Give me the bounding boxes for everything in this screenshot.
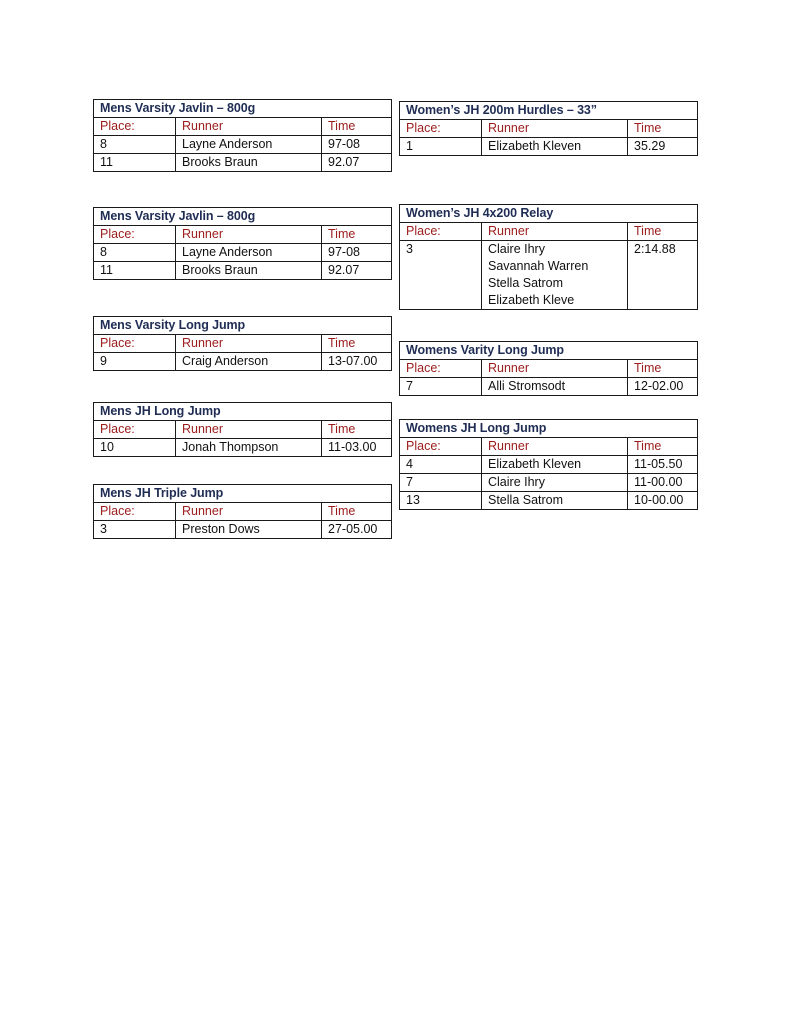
place-cell: 9 [100,354,107,368]
table-row [400,241,697,309]
time-header: Time [321,118,391,135]
header-row [94,118,391,136]
header-row [400,438,697,456]
time-cell: 12-02.00 [627,378,697,395]
results-table-womens-jh-200m-hurdles [399,101,698,156]
table-row [94,439,391,456]
relay-runner: Savannah Warren [488,259,589,273]
runner-header: Runner [175,335,321,352]
place-cell: 11 [100,155,113,169]
time-cell: 35.29 [627,138,697,155]
header-row [94,226,391,244]
place-cell: 13 [406,493,420,507]
table-row [400,474,697,492]
place-header: Place: [100,504,135,518]
place-header: Place: [406,439,441,453]
time-header: Time [321,421,391,438]
time-header: Time [321,335,391,352]
runner-cell: Jonah Thompson [175,439,321,456]
time-cell: 27-05.00 [321,521,391,538]
runner-header: Runner [175,226,321,243]
table-row [94,521,391,538]
place-cell: 7 [406,379,413,393]
table-row [400,456,697,474]
place-cell: 7 [406,475,413,489]
runner-cell: Claire Ihry [481,474,627,491]
runner-header: Runner [481,360,627,377]
place-cell: 8 [100,137,107,151]
place-header: Place: [100,422,135,436]
header-row [400,223,697,241]
runner-header: Runner [175,421,321,438]
time-cell: 13-07.00 [321,353,391,370]
runner-header: Runner [175,503,321,520]
runner-cell: Layne Anderson [175,136,321,153]
event-title: Mens Varsity Javlin – 800g [94,208,391,226]
runner-cell: Elizabeth Kleven [481,456,627,473]
table-row [94,262,391,279]
table-row [400,138,697,155]
time-cell: 11-00.00 [627,474,697,491]
event-title: Mens Varsity Javlin – 800g [94,100,391,118]
place-header: Place: [406,361,441,375]
runner-cell: Layne Anderson [175,244,321,261]
header-row [94,335,391,353]
results-table-mens-jh-triple-jump [93,484,392,539]
results-table-mens-jh-long-jump [93,402,392,457]
header-row [94,421,391,439]
time-cell: 10-00.00 [627,492,697,509]
time-header: Time [627,223,697,240]
event-title: Mens Varsity Long Jump [94,317,391,335]
place-cell: 3 [406,242,413,256]
table-row [400,378,697,395]
table-row [94,136,391,154]
place-cell: 10 [100,440,114,454]
header-row [400,360,697,378]
results-table-mens-varsity-long-jump [93,316,392,371]
relay-runner: Stella Satrom [488,276,564,290]
runner-cell: Stella Satrom [481,492,627,509]
runner-cell: Preston Dows [175,521,321,538]
place-cell: 4 [406,457,413,471]
time-header: Time [627,438,697,455]
relay-runner: Elizabeth Kleve [488,293,575,307]
results-table-womens-varsity-long-jump [399,341,698,396]
runner-cell [481,241,627,309]
results-table-womens-jh-4x200-relay [399,204,698,310]
place-cell: 8 [100,245,107,259]
time-cell: 92.07 [321,154,391,171]
event-title: Women’s JH 4x200 Relay [400,205,697,223]
runner-cell: Brooks Braun [175,154,321,171]
place-cell: 1 [406,139,413,153]
header-row [400,120,697,138]
table-row [94,353,391,370]
event-title: Mens JH Triple Jump [94,485,391,503]
event-title: Mens JH Long Jump [94,403,391,421]
place-header: Place: [406,121,441,135]
place-header: Place: [100,119,135,133]
event-title: Womens JH Long Jump [400,420,697,438]
runner-header: Runner [481,120,627,137]
time-cell: 97-08 [321,244,391,261]
runner-header: Runner [481,223,627,240]
results-table-womens-jh-long-jump [399,419,698,510]
runner-header: Runner [175,118,321,135]
time-header: Time [321,503,391,520]
runner-cell: Brooks Braun [175,262,321,279]
place-cell: 11 [100,263,113,277]
relay-runner: Claire Ihry [488,242,545,256]
table-row [94,154,391,171]
table-row [94,244,391,262]
place-cell: 3 [100,522,107,536]
place-header: Place: [100,336,135,350]
event-title: Women’s JH 200m Hurdles – 33” [400,102,697,120]
results-table-mens-varsity-javelin-2 [93,207,392,280]
time-cell: 92.07 [321,262,391,279]
time-cell: 11-05.50 [627,456,697,473]
time-cell: 11-03.00 [321,439,391,456]
time-cell: 2:14.88 [627,241,697,309]
table-row [400,492,697,509]
place-header: Place: [100,227,135,241]
runner-cell: Elizabeth Kleven [481,138,627,155]
event-title: Womens Varity Long Jump [400,342,697,360]
header-row [94,503,391,521]
time-header: Time [627,360,697,377]
runner-cell: Craig Anderson [175,353,321,370]
time-header: Time [321,226,391,243]
results-table-mens-varsity-javelin-1 [93,99,392,172]
time-cell: 97-08 [321,136,391,153]
runner-cell: Alli Stromsodt [481,378,627,395]
time-header: Time [627,120,697,137]
runner-header: Runner [481,438,627,455]
place-header: Place: [406,224,441,238]
